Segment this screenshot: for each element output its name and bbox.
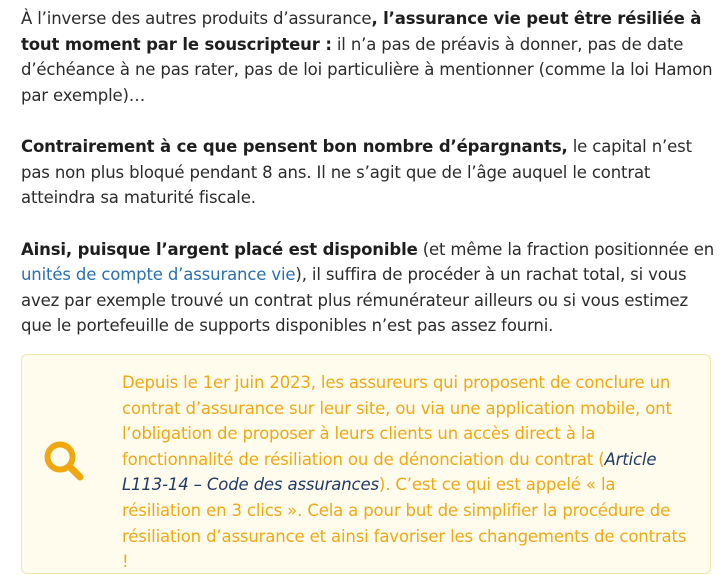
link-article-l113-14[interactable]: Article L113-14 – Code des assurances <box>122 449 657 495</box>
paragraph-rest: le capital n’est pas non plus bloqué pendant 8 ans. Il ne s’agit que de l’âge auquel le contrat atteindra sa maturité fiscale. <box>21 137 692 207</box>
paragraph-bold: Contrairement à ce que pensent bon nombre d’épargnants, <box>21 137 568 156</box>
paragraph-text: ), il suffira de procéder à un rachat total, si vous avez par exemple trouvé un contrat plus rémunérateur ailleurs ou si vous estimez que le portefeuille de supports disponibles n’est pas assez fourni. <box>21 265 689 335</box>
paragraph-bold: Ainsi, puisque l’argent placé est disponible <box>21 239 418 259</box>
paragraph-rachat <box>21 237 716 339</box>
paragraph-text: (et même la fraction positionnée en <box>417 239 715 259</box>
callout-text <box>122 370 697 575</box>
link-unites-de-compte[interactable]: unités de compte d’assurance vie <box>21 265 296 284</box>
callout-text-end: ). C’est ce qui est appelé « la résiliation en 3 clics ». Cela a pour but de simplifier la procédure de résiliation d’assurance et ainsi favoriser les changements de contrats ! <box>122 475 687 572</box>
article-content <box>21 6 716 365</box>
paragraph-lead: À l’inverse des autres produits d’assurance <box>21 9 372 28</box>
paragraph-capital <box>21 134 716 211</box>
paragraph-bold: , l’assurance vie peut être résiliée à tout moment par le souscripteur : <box>21 9 702 54</box>
callout-text-start: Depuis le 1er juin 2023, les assureurs qui proposent de conclure un contrat d’assurance sur leur site, ou via une application mobile, ont l’obligation de proposer à leurs clients un accès direct à la fonctionnalité de résiliation ou de dénonciation du contrat ( <box>122 373 672 469</box>
info-callout <box>21 354 711 574</box>
paragraph-resiliation <box>21 6 716 108</box>
search-icon <box>42 440 86 484</box>
paragraph-rest: il n’a pas de préavis à donner, pas de date d’échéance à ne pas rater, pas de loi particulière à mentionner (comme la loi Hamon par exemple)… <box>21 34 713 105</box>
